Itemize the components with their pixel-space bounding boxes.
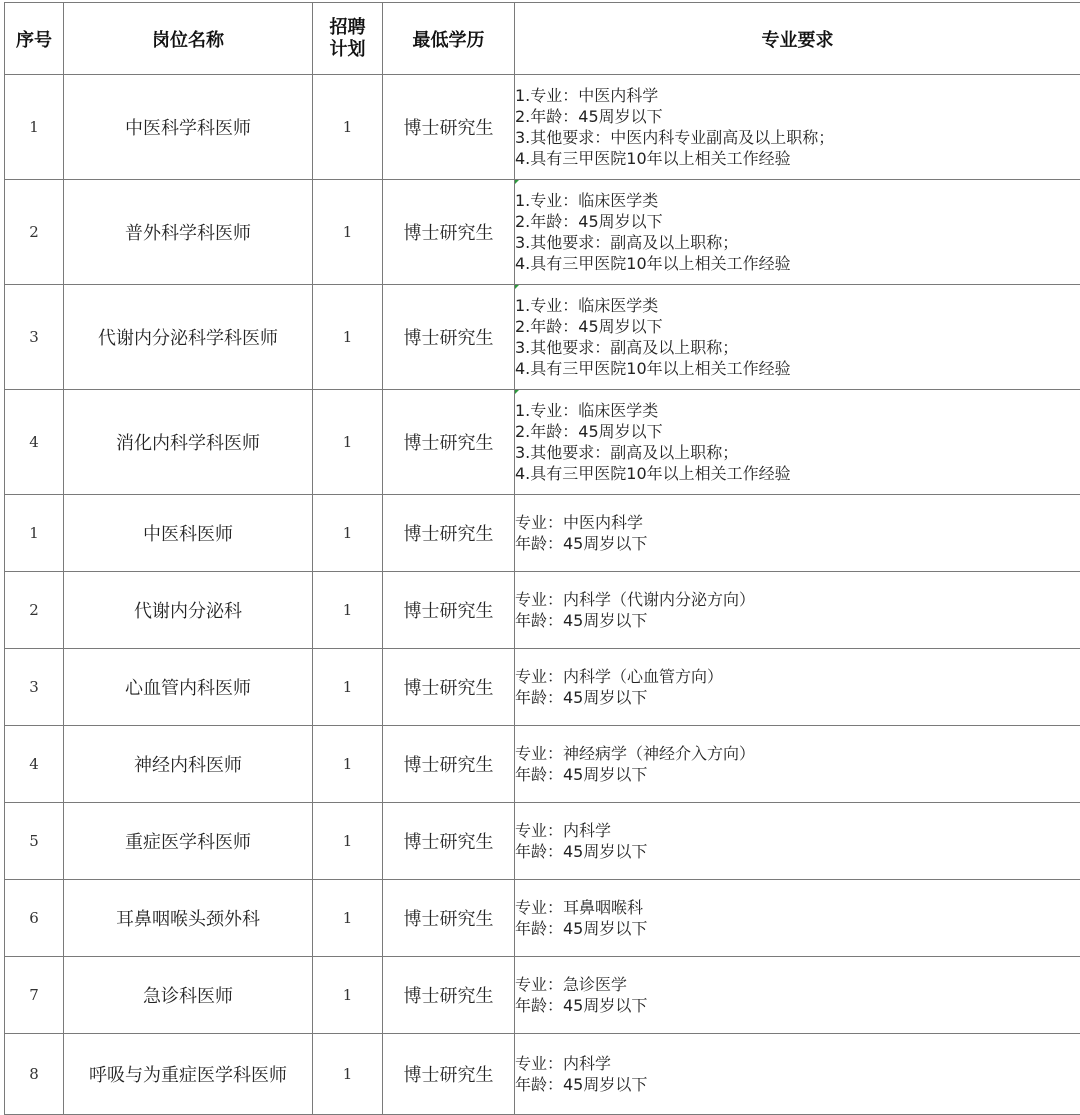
table-row: [5, 649, 1080, 726]
requirement-line: 4.具有三甲医院10年以上相关工作经验: [515, 463, 1080, 484]
table-row: [5, 957, 1080, 1034]
cell-min-education: 博士研究生: [383, 572, 515, 649]
requirement-line: 3.其他要求：副高及以上职称；: [515, 337, 1080, 358]
cell-position-name: 急诊科医师: [64, 957, 313, 1034]
cell-hiring-plan: 1: [313, 390, 383, 495]
requirement-line: 年龄：45周岁以下: [515, 841, 1080, 862]
requirement-line: 1.专业：中医内科学: [515, 85, 1080, 106]
cell-min-education: 博士研究生: [383, 803, 515, 880]
requirement-line: 年龄：45周岁以下: [515, 995, 1080, 1016]
header-hiring-plan-line2: 计划: [313, 39, 382, 61]
requirement-line: 专业：内科学: [515, 1053, 1080, 1074]
requirement-line: 专业：内科学（代谢内分泌方向）: [515, 589, 1080, 610]
cell-serial-number: 4: [5, 390, 64, 495]
cell-requirements: [515, 880, 1080, 957]
requirement-line: 年龄：45周岁以下: [515, 533, 1080, 554]
cell-position-name: 神经内科医师: [64, 726, 313, 803]
requirement-line: 专业：内科学（心血管方向）: [515, 666, 1080, 687]
requirement-line: 4.具有三甲医院10年以上相关工作经验: [515, 358, 1080, 379]
cell-min-education: 博士研究生: [383, 880, 515, 957]
table-row: [5, 495, 1080, 572]
cell-requirements: [515, 649, 1080, 726]
header-position-name: 岗位名称: [64, 3, 313, 75]
cell-requirements: [515, 495, 1080, 572]
cell-position-name: 代谢内分泌科学科医师: [64, 285, 313, 390]
requirement-line: 3.其他要求：副高及以上职称；: [515, 232, 1080, 253]
requirement-line: 年龄：45周岁以下: [515, 687, 1080, 708]
cell-comment-marker: [515, 285, 519, 289]
header-hiring-plan-line1: 招聘: [313, 17, 382, 39]
cell-hiring-plan: 1: [313, 1034, 383, 1115]
cell-serial-number: 1: [5, 75, 64, 180]
table-row: [5, 803, 1080, 880]
table-row: [5, 285, 1080, 390]
table-row: [5, 390, 1080, 495]
cell-position-name: 呼吸与为重症医学科医师: [64, 1034, 313, 1115]
requirement-line: 专业：内科学: [515, 820, 1080, 841]
cell-serial-number: 5: [5, 803, 64, 880]
cell-requirements: [515, 572, 1080, 649]
requirement-line: 3.其他要求：中医内科专业副高及以上职称；: [515, 127, 1080, 148]
cell-position-name: 代谢内分泌科: [64, 572, 313, 649]
requirement-line: 年龄：45周岁以下: [515, 764, 1080, 785]
requirement-line: 4.具有三甲医院10年以上相关工作经验: [515, 148, 1080, 169]
cell-position-name: 心血管内科医师: [64, 649, 313, 726]
requirement-line: 2.年龄：45周岁以下: [515, 421, 1080, 442]
requirement-line: 专业：急诊医学: [515, 974, 1080, 995]
requirement-line: 年龄：45周岁以下: [515, 918, 1080, 939]
recruitment-table: [4, 2, 1080, 1115]
table-row: [5, 75, 1080, 180]
cell-position-name: 重症医学科医师: [64, 803, 313, 880]
cell-comment-marker: [515, 180, 519, 184]
cell-requirements: [515, 1034, 1080, 1115]
cell-hiring-plan: 1: [313, 572, 383, 649]
requirement-line: 2.年龄：45周岁以下: [515, 316, 1080, 337]
cell-comment-marker: [515, 390, 519, 394]
cell-position-name: 中医科医师: [64, 495, 313, 572]
table-header-row: [5, 3, 1080, 75]
requirement-line: 年龄：45周岁以下: [515, 610, 1080, 631]
cell-position-name: 普外科学科医师: [64, 180, 313, 285]
cell-min-education: 博士研究生: [383, 180, 515, 285]
header-hiring-plan: [313, 3, 383, 75]
cell-serial-number: 1: [5, 495, 64, 572]
cell-position-name: 中医科学科医师: [64, 75, 313, 180]
cell-hiring-plan: 1: [313, 803, 383, 880]
cell-requirements: [515, 726, 1080, 803]
requirement-line: 专业：耳鼻咽喉科: [515, 897, 1080, 918]
header-serial-number: 序号: [5, 3, 64, 75]
requirement-line: 3.其他要求：副高及以上职称；: [515, 442, 1080, 463]
cell-serial-number: 2: [5, 180, 64, 285]
cell-min-education: 博士研究生: [383, 390, 515, 495]
requirement-line: 专业：神经病学（神经介入方向）: [515, 743, 1080, 764]
cell-min-education: 博士研究生: [383, 726, 515, 803]
cell-min-education: 博士研究生: [383, 75, 515, 180]
cell-hiring-plan: 1: [313, 75, 383, 180]
requirement-line: 2.年龄：45周岁以下: [515, 211, 1080, 232]
cell-requirements: [515, 390, 1080, 495]
cell-hiring-plan: 1: [313, 495, 383, 572]
requirement-line: 1.专业：临床医学类: [515, 190, 1080, 211]
cell-position-name: 耳鼻咽喉头颈外科: [64, 880, 313, 957]
cell-requirements: [515, 75, 1080, 180]
cell-hiring-plan: 1: [313, 880, 383, 957]
table-row: [5, 572, 1080, 649]
cell-requirements: [515, 180, 1080, 285]
cell-requirements: [515, 803, 1080, 880]
header-min-education: 最低学历: [383, 3, 515, 75]
cell-min-education: 博士研究生: [383, 285, 515, 390]
requirement-line: 专业：中医内科学: [515, 512, 1080, 533]
cell-min-education: 博士研究生: [383, 1034, 515, 1115]
cell-serial-number: 2: [5, 572, 64, 649]
cell-serial-number: 3: [5, 649, 64, 726]
table-row: [5, 726, 1080, 803]
table-row: [5, 180, 1080, 285]
cell-requirements: [515, 285, 1080, 390]
requirement-line: 1.专业：临床医学类: [515, 295, 1080, 316]
cell-hiring-plan: 1: [313, 285, 383, 390]
requirement-line: 1.专业：临床医学类: [515, 400, 1080, 421]
cell-serial-number: 8: [5, 1034, 64, 1115]
cell-hiring-plan: 1: [313, 180, 383, 285]
table-row: [5, 880, 1080, 957]
cell-min-education: 博士研究生: [383, 649, 515, 726]
requirement-line: 年龄：45周岁以下: [515, 1074, 1080, 1095]
cell-serial-number: 7: [5, 957, 64, 1034]
cell-serial-number: 6: [5, 880, 64, 957]
cell-hiring-plan: 1: [313, 649, 383, 726]
cell-position-name: 消化内科学科医师: [64, 390, 313, 495]
cell-hiring-plan: 1: [313, 726, 383, 803]
cell-requirements: [515, 957, 1080, 1034]
cell-hiring-plan: 1: [313, 957, 383, 1034]
header-requirements: 专业要求: [515, 3, 1080, 75]
requirement-line: 2.年龄：45周岁以下: [515, 106, 1080, 127]
cell-serial-number: 4: [5, 726, 64, 803]
requirement-line: 4.具有三甲医院10年以上相关工作经验: [515, 253, 1080, 274]
cell-min-education: 博士研究生: [383, 495, 515, 572]
cell-min-education: 博士研究生: [383, 957, 515, 1034]
cell-serial-number: 3: [5, 285, 64, 390]
table-row: [5, 1034, 1080, 1115]
